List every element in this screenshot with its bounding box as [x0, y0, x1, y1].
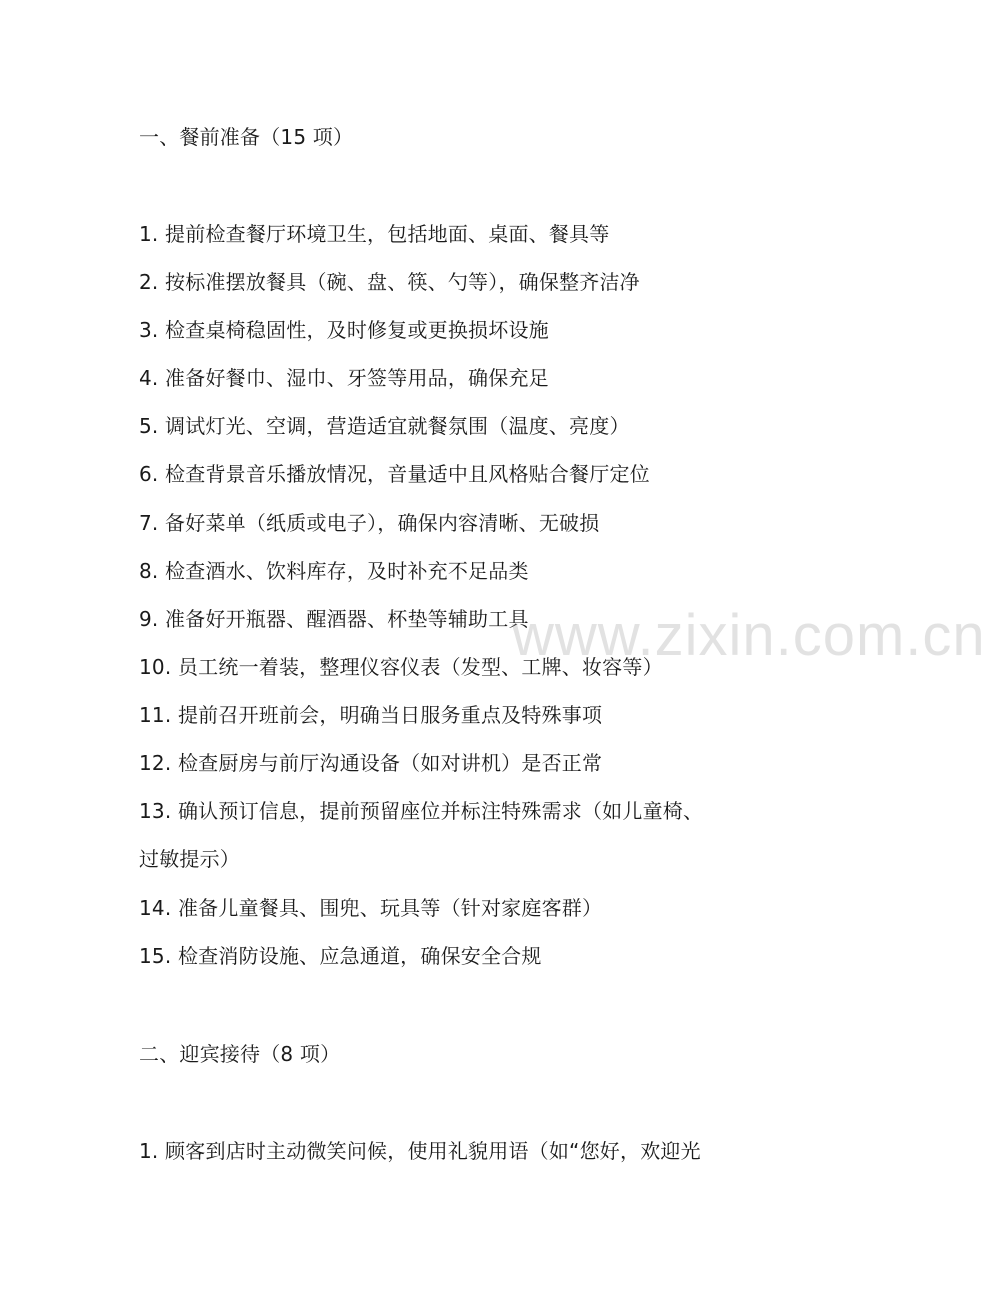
- list-item: 5. 调试灯光、空调，营造适宜就餐氛围（温度、亮度）: [139, 414, 630, 438]
- list-item: 14. 准备儿童餐具、围兜、玩具等（针对家庭客群）: [139, 896, 603, 920]
- list-item: 12. 检查厨房与前厅沟通设备（如对讲机）是否正常: [139, 751, 603, 775]
- list-item: 15. 检查消防设施、应急通道，确保安全合规: [139, 944, 542, 968]
- section-heading-pre-meal: 一、餐前准备（15 项）: [139, 125, 354, 149]
- list-item: 4. 准备好餐巾、湿巾、牙签等用品，确保充足: [139, 366, 549, 390]
- list-item: 2. 按标准摆放餐具（碗、盘、筷、勺等），确保整齐洁净: [139, 270, 640, 294]
- list-item: 8. 检查酒水、饮料库存，及时补充不足品类: [139, 559, 529, 583]
- section-heading-reception: 二、迎宾接待（8 项）: [139, 1042, 341, 1066]
- list-item: 3. 检查桌椅稳固性，及时修复或更换损坏设施: [139, 318, 549, 342]
- list-item: 1. 顾客到店时主动微笑问候，使用礼貌用语（如“您好，欢迎光: [139, 1139, 701, 1163]
- list-item: 11. 提前召开班前会，明确当日服务重点及特殊事项: [139, 703, 603, 727]
- list-item: 10. 员工统一着装，整理仪容仪表（发型、工牌、妆容等）: [139, 655, 663, 679]
- list-item: 9. 准备好开瓶器、醒酒器、杯垫等辅助工具: [139, 607, 529, 631]
- list-item: 1. 提前检查餐厅环境卫生，包括地面、桌面、餐具等: [139, 222, 610, 246]
- watermark: www.zixin.com.cn: [512, 603, 986, 668]
- list-item: 6. 检查背景音乐播放情况，音量适中且风格贴合餐厅定位: [139, 462, 650, 486]
- list-item-continuation: 过敏提示）: [139, 847, 240, 871]
- list-item: 7. 备好菜单（纸质或电子），确保内容清晰、无破损: [139, 511, 600, 535]
- list-item: 13. 确认预订信息，提前预留座位并标注特殊需求（如儿童椅、: [139, 799, 704, 823]
